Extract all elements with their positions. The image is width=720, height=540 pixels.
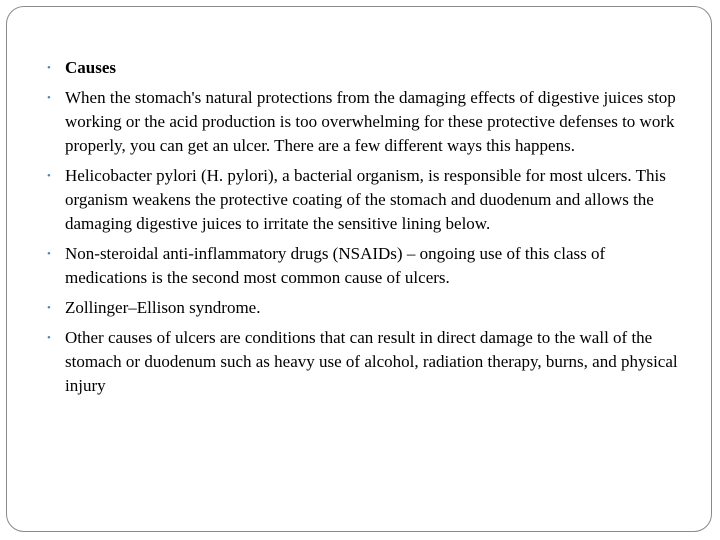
bullet-text-nsaids: Non-steroidal anti-inflammatory drugs (NSAIDs) – ongoing use of this class of medications is the second most common cause of ulcers.: [65, 244, 606, 287]
bullet-text-natural-protections: When the stomach's natural protections from the damaging effects of digestive juices stop working or the acid production is too overwhelming for these protective defenses to work properly, you can get an ulcer. There are a few different ways this happens.: [65, 88, 676, 155]
bullet-dot-icon: •: [47, 62, 51, 74]
bullet-item-causes-heading: [0, 56, 720, 80]
bullet-text-h-pylori: Helicobacter pylori (H. pylori), a bacterial organism, is responsible for most ulcers. This organism weakens the protective coating of the stomach and duodenum and allows the damaging digestive juices to irritate the sensitive lining below.: [65, 166, 666, 233]
bullet-item-nsaids: [0, 242, 720, 290]
bullet-dot-icon: •: [47, 92, 51, 104]
bullet-dot-icon: •: [47, 332, 51, 344]
bullet-item-zollinger-ellison: [0, 296, 720, 320]
bullet-dot-icon: •: [47, 248, 51, 260]
bullet-item-other-causes: [0, 326, 720, 398]
bullet-item-natural-protections: [0, 86, 720, 158]
bullet-text-zollinger-ellison: Zollinger–Ellison syndrome.: [65, 298, 261, 317]
bullet-text-other-causes: Other causes of ulcers are conditions that can result in direct damage to the wall of the stomach or duodenum such as heavy use of alcohol, radiation therapy, burns, and physical injury: [65, 328, 678, 395]
bullet-item-h-pylori: [0, 164, 720, 236]
causes-heading: Causes: [65, 58, 117, 77]
bullet-dot-icon: •: [47, 302, 51, 314]
bullet-list: [0, 56, 720, 404]
bullet-dot-icon: •: [47, 170, 51, 182]
